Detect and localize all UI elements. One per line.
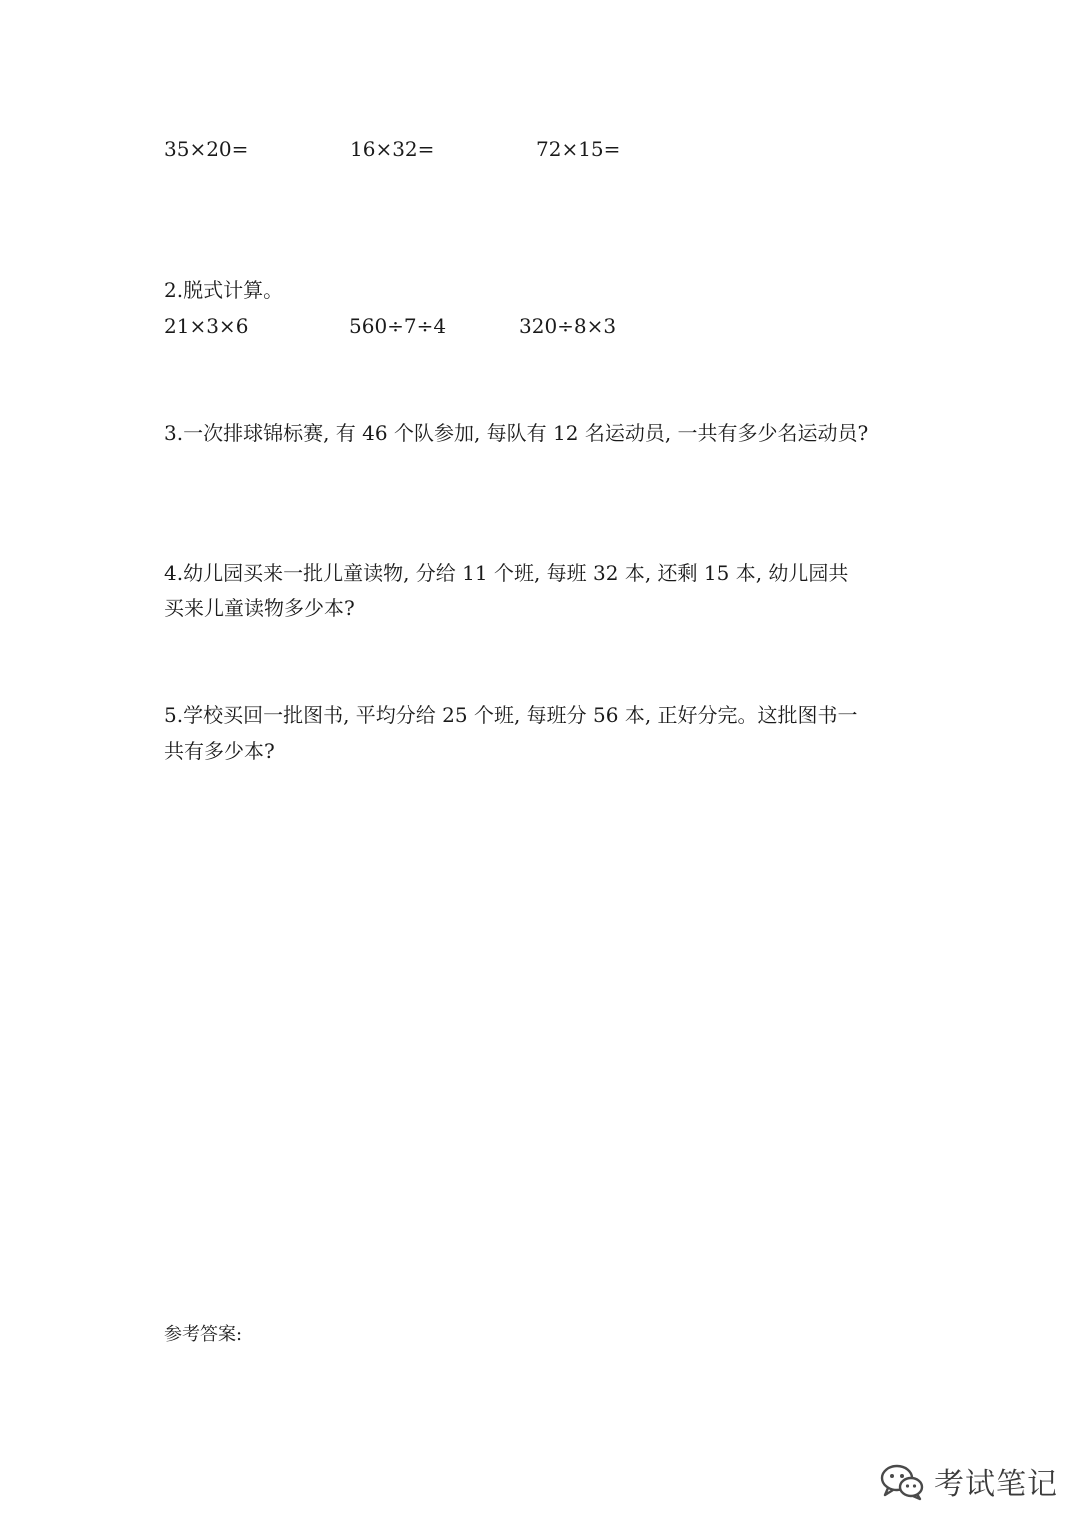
expression-72x15: 72×15= <box>536 137 621 161</box>
expression-21x3x6: 21×3×6 <box>164 314 249 338</box>
wechat-icon <box>878 1461 926 1501</box>
reference-answers-label: 参考答案: <box>164 1324 243 1345</box>
question-5-line-2: 共有多少本? <box>164 739 275 763</box>
expression-35x20: 35×20= <box>164 137 249 161</box>
question-4-line-2: 买来儿童读物多少本? <box>164 596 355 620</box>
expression-320div8x3: 320÷8×3 <box>519 314 617 338</box>
question-4-line-1: 4.幼儿园买来一批儿童读物, 分给 11 个班, 每班 32 本, 还剩 15 本, 幼儿园共 <box>164 561 849 585</box>
question-3: 3.一次排球锦标赛, 有 46 个队参加, 每队有 12 名运动员, 一共有多少名运动员? <box>164 421 869 445</box>
section-heading-step-calculation: 2.脱式计算。 <box>164 278 284 302</box>
watermark <box>878 1456 1058 1506</box>
expression-16x32: 16×32= <box>350 137 435 161</box>
expression-560div7div4: 560÷7÷4 <box>349 314 447 338</box>
question-5-line-1: 5.学校买回一批图书, 平均分给 25 个班, 每班分 56 本, 正好分完。这批图书一 <box>164 703 858 727</box>
watermark-text: 考试笔记 <box>934 1467 1058 1502</box>
